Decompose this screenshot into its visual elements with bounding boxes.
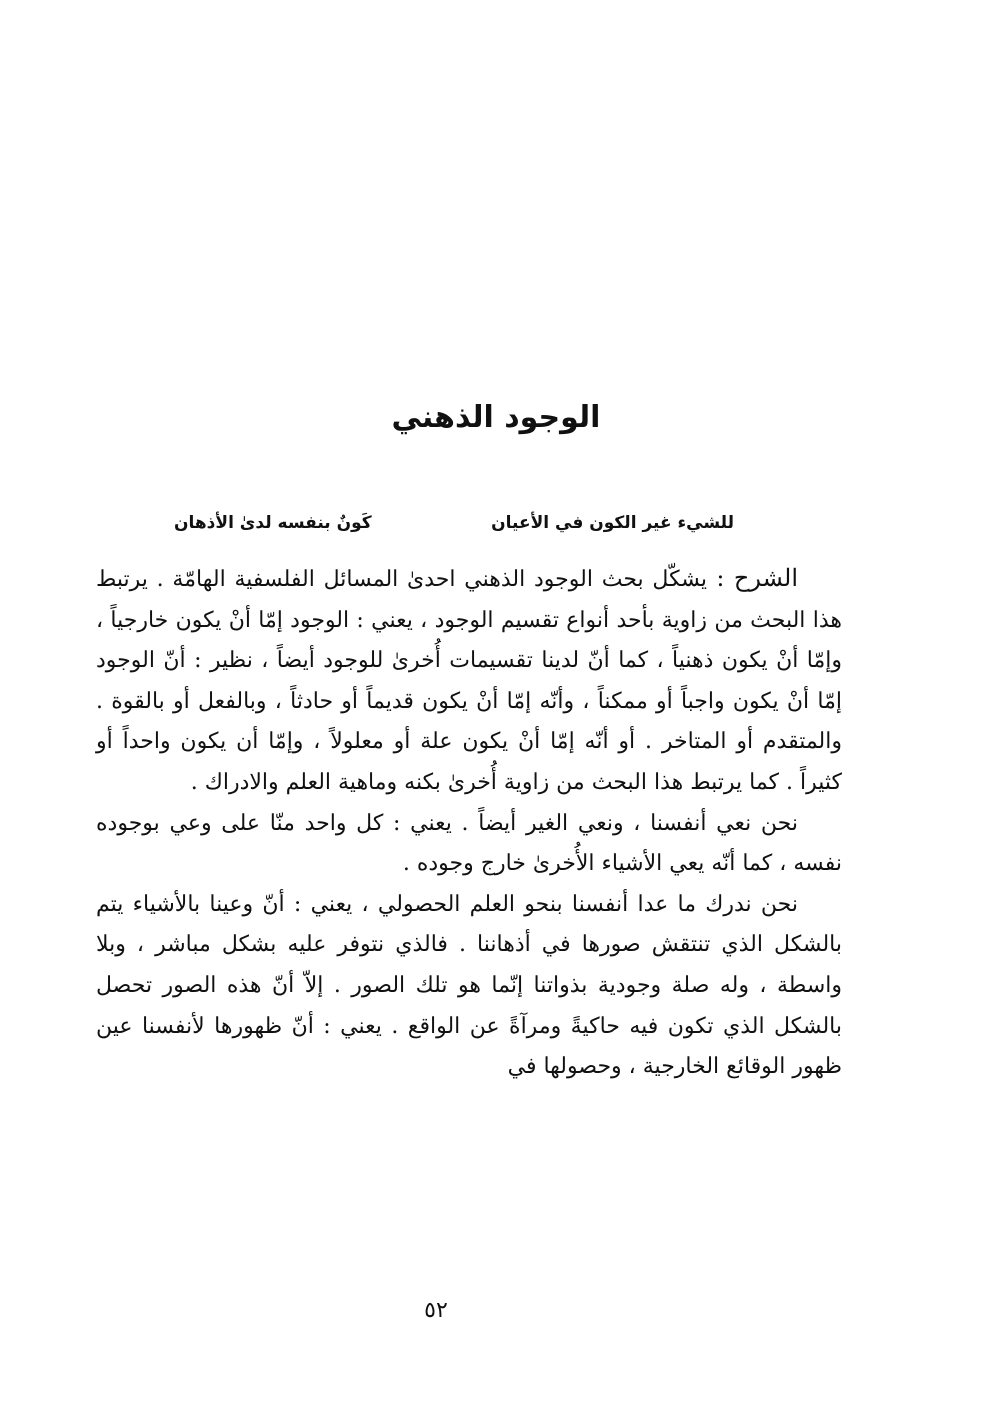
verse-first-hemistich: للشيء غير الكون في الأعيان [491, 513, 734, 533]
paragraph [96, 804, 842, 885]
poem-verse [174, 508, 734, 538]
verse-second-hemistich: كَونٌ بنفسه لدىٰ الأذهان [174, 513, 372, 533]
commentary-body [96, 558, 842, 1088]
page-number: ٥٢ [424, 1298, 448, 1323]
paragraph-text: يشكّل بحث الوجود الذهني احدىٰ المسائل الفلسفية الهامّة . يرتبط هذا البحث من زاوية بأحد أنواع تقسيم الوجود ، يعني : الوجود إمّا أنْ يكون خارجياً ، وإمّا أنْ يكون ذهنياً ، كما أنّ لدينا تقسيمات أُخرىٰ للوجود أيضاً ، نظير : أنّ الوجود إمّا أنْ يكون واجباً أو ممكناً ، وأنّه إمّا أنْ يكون قديماً أو حادثاً ، وبالفعل أو بالقوة . والمتقدم أو المتاخر . أو أنّه إمّا أنْ يكون علة أو معلولاً ، وإمّا أن يكون واحداً أو كثيراً . كما يرتبط هذا البحث من زاوية أُخرىٰ بكنه وماهية العلم والادراك . [96, 567, 842, 795]
chapter-title: الوجود الذهني [391, 400, 601, 435]
paragraph-text: نحن ندرك ما عدا أنفسنا بنحو العلم الحصولي ، يعني : أنّ وعينا بالأشياء يتم بالشكل الذي تنتقش صورها في أذهاننا . فالذي نتوفر عليه بشكل مباشر ، وبلا واسطة ، وله صلة وجودية بذواتنا إنّما هو تلك الصور . إلاّ أنّ هذه الصور تحصل بالشكل الذي تكون فيه حاكيةً ومرآةً عن الواقع . يعني : أنّ ظهورها لأنفسنا عين ظهور الوقائع الخارجية ، وحصولها في [96, 891, 842, 1080]
paragraph-text: نحن نعي أنفسنا ، ونعي الغير أيضاً . يعني : كل واحد منّا على وعي بوجوده نفسه ، كما أنّه يعي الأشياء الأُخرىٰ خارج وجوده . [96, 810, 842, 877]
paragraph [96, 558, 842, 804]
commentary-label: الشرح : [706, 564, 798, 592]
paragraph [96, 885, 842, 1088]
